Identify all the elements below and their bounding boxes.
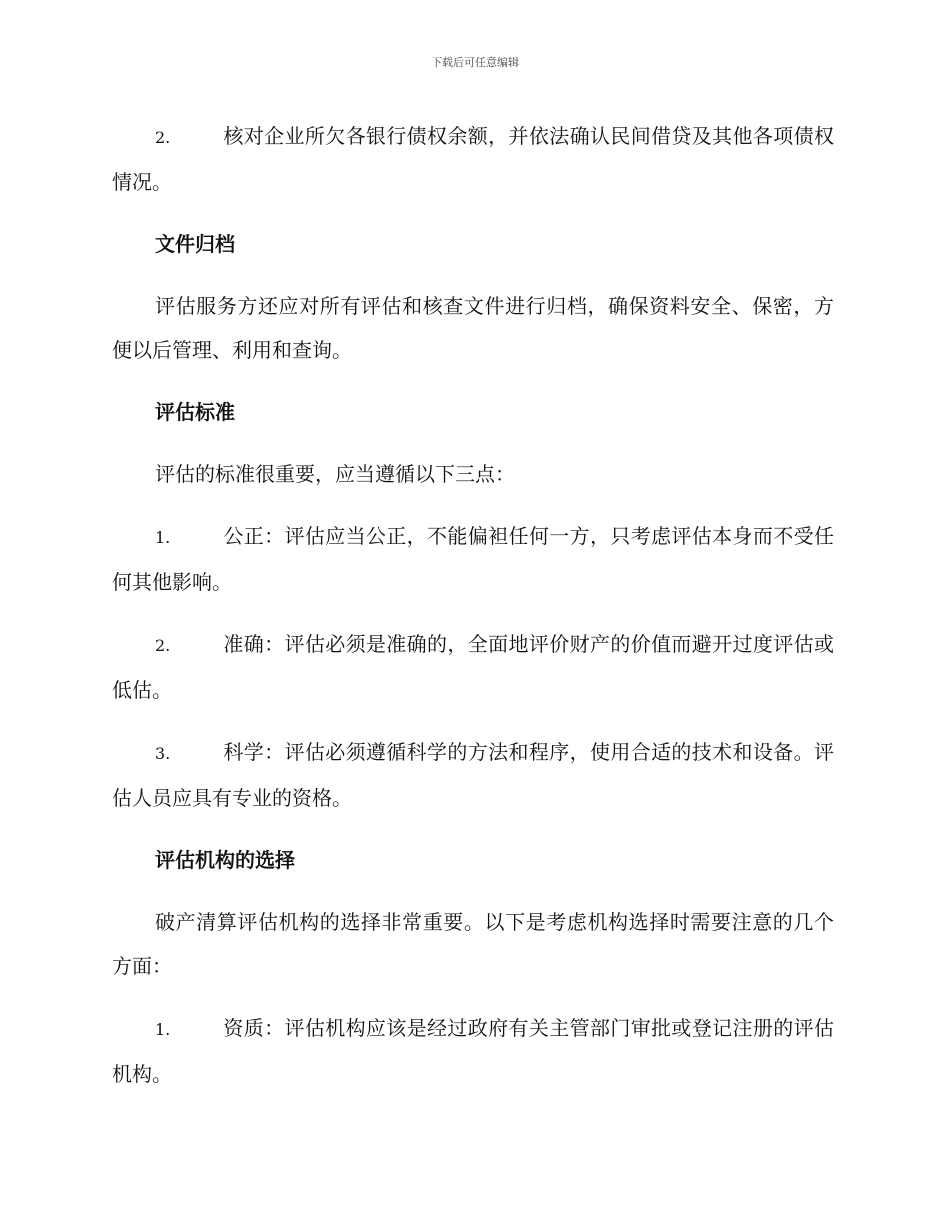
list-item-text: 准确：评估必须是准确的，全面地评价财产的价值而避开过度评估或低估。 xyxy=(112,632,834,702)
paragraph-archiving: 评估服务方还应对所有评估和核查文件进行归档，确保资料安全、保密，方便以后管理、利用和查询。 xyxy=(112,294,834,362)
paragraph-standards-intro: 评估的标准很重要，应当遵循以下三点： xyxy=(155,462,515,486)
paragraph-agency-intro: 破产清算评估机构的选择非常重要。以下是考虑机构选择时需要注意的几个方面： xyxy=(112,910,834,978)
list-item-text: 资质：评估机构应该是经过政府有关主管部门审批或登记注册的评估机构。 xyxy=(112,1016,834,1086)
list-item-3-scientific xyxy=(112,730,834,820)
list-item-2-creditor-verification xyxy=(112,114,834,204)
list-item-text: 核对企业所欠各银行债权余额，并依法确认民间借贷及其他各项债权情况。 xyxy=(112,124,834,194)
list-item-text: 公正：评估应当公正，不能偏袒任何一方，只考虑评估本身而不受任何其他影响。 xyxy=(112,524,834,594)
list-item-1-fairness xyxy=(112,514,834,604)
list-item-number: 1. xyxy=(155,528,171,547)
section-heading-assessment-standards: 评估标准 xyxy=(155,400,235,424)
section-heading-file-archiving: 文件归档 xyxy=(155,232,235,256)
section-heading-agency-selection: 评估机构的选择 xyxy=(155,848,295,872)
page-header: 下载后可任意编辑 xyxy=(431,56,519,69)
list-item-2-accuracy xyxy=(112,622,834,712)
list-item-number: 1. xyxy=(155,1020,171,1039)
list-item-number: 2. xyxy=(155,128,171,147)
list-item-number: 2. xyxy=(155,636,171,655)
list-item-text: 科学：评估必须遵循科学的方法和程序，使用合适的技术和设备。评估人员应具有专业的资格。 xyxy=(112,740,834,810)
list-item-1-qualification xyxy=(112,1006,834,1096)
list-item-number: 3. xyxy=(155,744,171,763)
document-body xyxy=(112,114,834,1114)
